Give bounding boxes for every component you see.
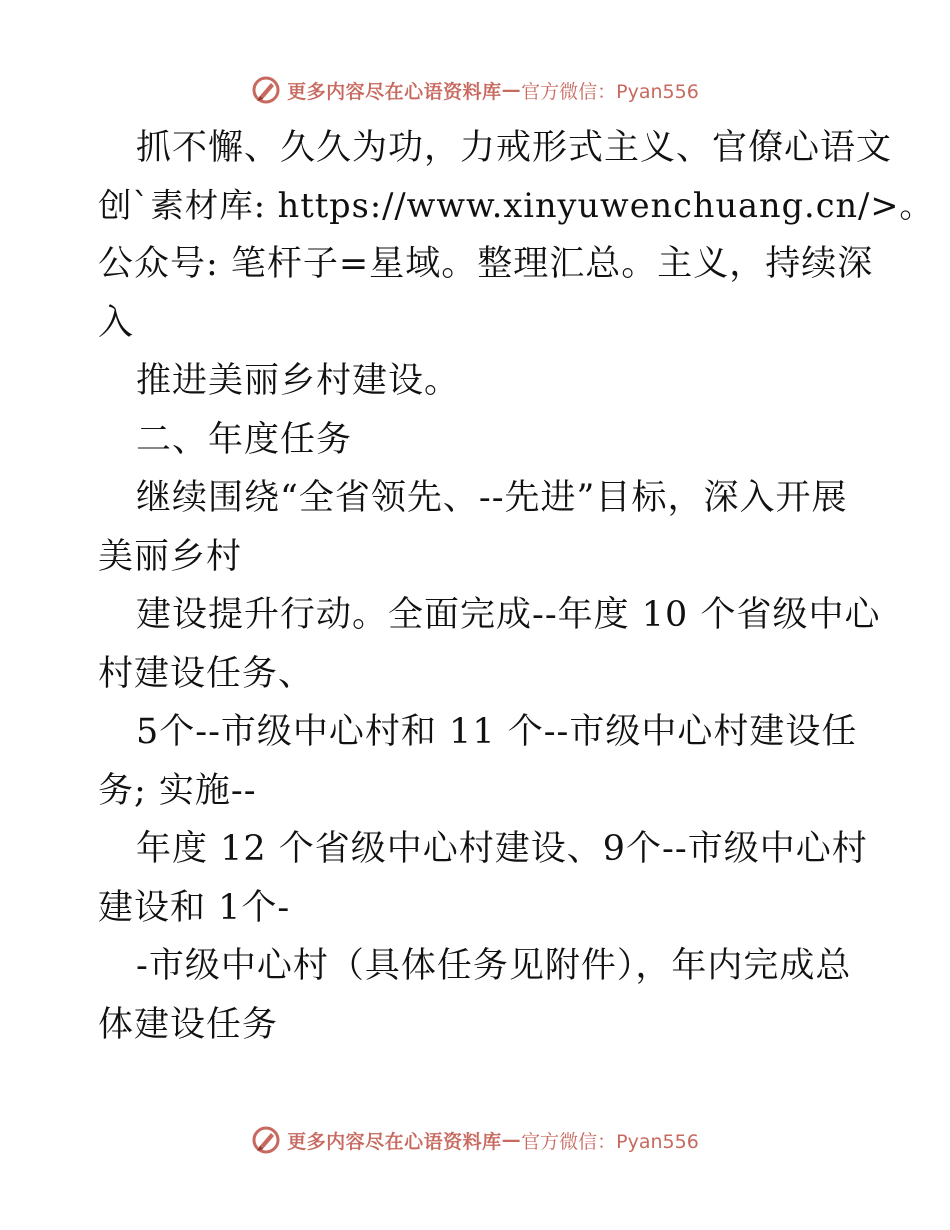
body-line: 村建设任务、 xyxy=(98,654,315,694)
body-line: 抓不懈、久久为功，力戒形式主义、官僚心语文 xyxy=(136,128,893,168)
pen-logo-icon xyxy=(251,1125,281,1155)
header-contact: 官方微信：Pyan556 xyxy=(521,80,699,103)
body-line: 推进美丽乡村建设。 xyxy=(136,361,461,401)
header-dash: — xyxy=(501,79,522,101)
body-line: 年度 12 个省级中心村建设、9个--市级中心村 xyxy=(136,829,868,869)
section-heading: 二、年度任务 xyxy=(136,420,353,460)
body-line: 建设提升行动。全面完成--年度 10 个省级中心 xyxy=(136,595,881,635)
footer-title: 更多内容尽在心语资料库 xyxy=(287,1130,502,1153)
body-line: 继续围绕“全省领先、--先进”目标，深入开展 xyxy=(136,478,848,518)
footer-contact: 官方微信：Pyan556 xyxy=(521,1130,699,1153)
body-line: 体建设任务 xyxy=(98,1005,279,1045)
body-line: 美丽乡村 xyxy=(98,537,243,577)
pen-logo-icon xyxy=(251,75,281,105)
body-line: 入 xyxy=(98,303,135,343)
body-line: 5个--市级中心村和 11 个--市级中心村建设任 xyxy=(136,712,858,752)
header-title: 更多内容尽在心语资料库 xyxy=(287,80,502,103)
footer-banner xyxy=(0,1120,950,1160)
body-line: 建设和 1个- xyxy=(98,888,291,928)
footer-dash: — xyxy=(501,1129,522,1151)
header-banner xyxy=(0,70,950,110)
body-line: 创`素材库: https://www.xinyuwenchuang.cn/>。 xyxy=(98,186,934,225)
body-line: 务; 实施-- xyxy=(98,771,257,811)
body-line: -市级中心村（具体任务见附件），年内完成总 xyxy=(136,946,852,986)
body-line: 公众号: 笔杆子=星域。整理汇总。主义，持续深 xyxy=(98,244,874,284)
